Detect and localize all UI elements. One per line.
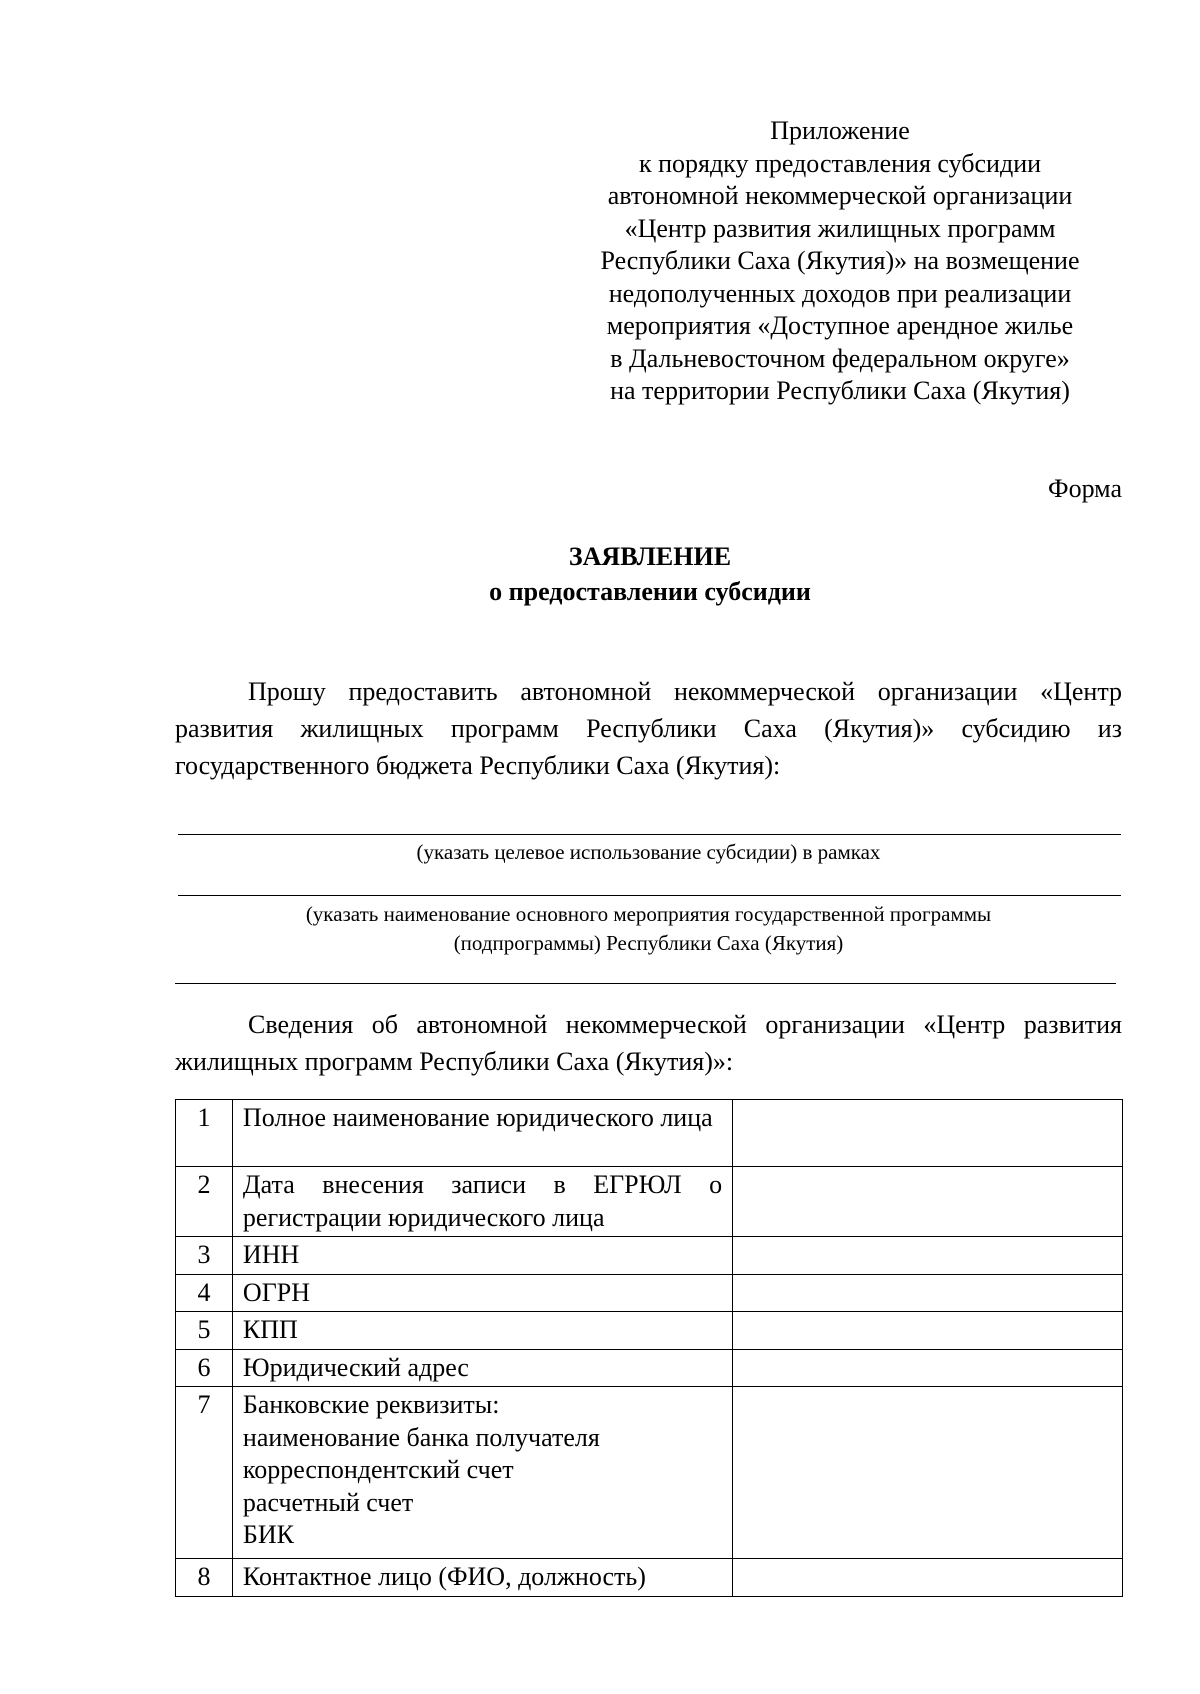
appendix-line: недополученных доходов при реализации [608,278,1072,308]
row-value-cell[interactable] [733,1349,1123,1387]
appendix-line: Республики Саха (Якутия)» на возмещение [600,246,1080,275]
row-label: КПП [232,1312,732,1350]
table-row [176,1387,1123,1559]
appendix-line: Приложение [770,116,910,145]
row-value-cell[interactable] [733,1559,1123,1597]
row-label: ИНН [232,1237,732,1275]
organization-info-table [175,1099,1123,1597]
appendix-line: к порядку предоставления субсидии [638,148,1042,178]
bik-label: БИК [242,1520,294,1549]
info-paragraph [175,1006,1122,1080]
row-label: Юридический адрес [232,1349,732,1387]
appendix-line: на территории Республики Саха (Якутия) [610,376,1070,405]
bank-name-label: наименование банка получателя [242,1422,600,1452]
table-row [176,1237,1123,1275]
row-value-cell[interactable] [733,1100,1123,1167]
row-number: 8 [176,1559,233,1597]
document-subtitle: о предоставлении субсидии [489,577,811,606]
table-row [176,1349,1123,1387]
row-value-cell[interactable] [733,1167,1123,1237]
row-number: 6 [176,1349,233,1387]
form-label: Форма [1048,474,1122,503]
table-row [176,1559,1123,1597]
table-row [176,1100,1123,1167]
extra-fill-line[interactable] [175,983,1116,984]
bank-details-heading: Банковские реквизиты: [242,1390,500,1419]
purpose-fill-line[interactable] [178,834,1121,835]
appendix-line: «Центр развития жилищных программ [624,213,1056,243]
row-value-cell[interactable] [733,1312,1123,1350]
row-value-cell[interactable] [733,1274,1123,1312]
row-label: Дата внесения записи в ЕГРЮЛ о регистрации юридического лица [232,1167,732,1237]
program-fill-line[interactable] [178,895,1121,896]
row-label: Контактное лицо (ФИО, должность) [232,1559,732,1597]
appendix-header [560,115,1120,408]
row-label [232,1387,732,1559]
row-label: Полное наименование юридического лица [232,1100,732,1167]
table-row [176,1167,1123,1237]
info-paragraph-text: Сведения об автономной некоммерческой организации «Центр развития жилищных программ Республики Саха (Якутия)»: [175,1010,1122,1076]
row-number: 4 [176,1274,233,1312]
row-value-cell[interactable] [733,1237,1123,1275]
appendix-line: автономной некоммерческой организации [607,181,1073,210]
appendix-line: мероприятия «Доступное арендное жилье [606,311,1074,340]
request-paragraph [175,673,1122,784]
table-row [176,1312,1123,1350]
row-value-cell[interactable] [733,1387,1123,1559]
row-number: 5 [176,1312,233,1350]
table-row [176,1274,1123,1312]
program-hint-line1: (указать наименование основного мероприятия государственной программы [305,902,992,926]
row-number: 7 [176,1387,233,1559]
row-number: 3 [176,1237,233,1275]
document-title: ЗАЯВЛЕНИЕ [568,542,732,571]
row-label: ОГРН [232,1274,732,1312]
row-number: 1 [176,1100,233,1167]
request-paragraph-text: Прошу предоставить автономной некоммерческой организации «Центр развития жилищных программ Республики Саха (Якутия)» субсидию из государственного бюджета Республики Саха (Якутия): [175,677,1122,780]
appendix-line: в Дальневосточном федеральном округе» [610,343,1070,373]
program-hint-line2: (подпрограммы) Республики Саха (Якутия) [453,931,844,955]
purpose-hint: (указать целевое использование субсидии) в рамках [416,840,881,864]
row-number: 2 [176,1167,233,1237]
settlement-account-label: расчетный счет [242,1487,414,1517]
correspondent-account-label: корреспондентский счет [242,1455,514,1484]
